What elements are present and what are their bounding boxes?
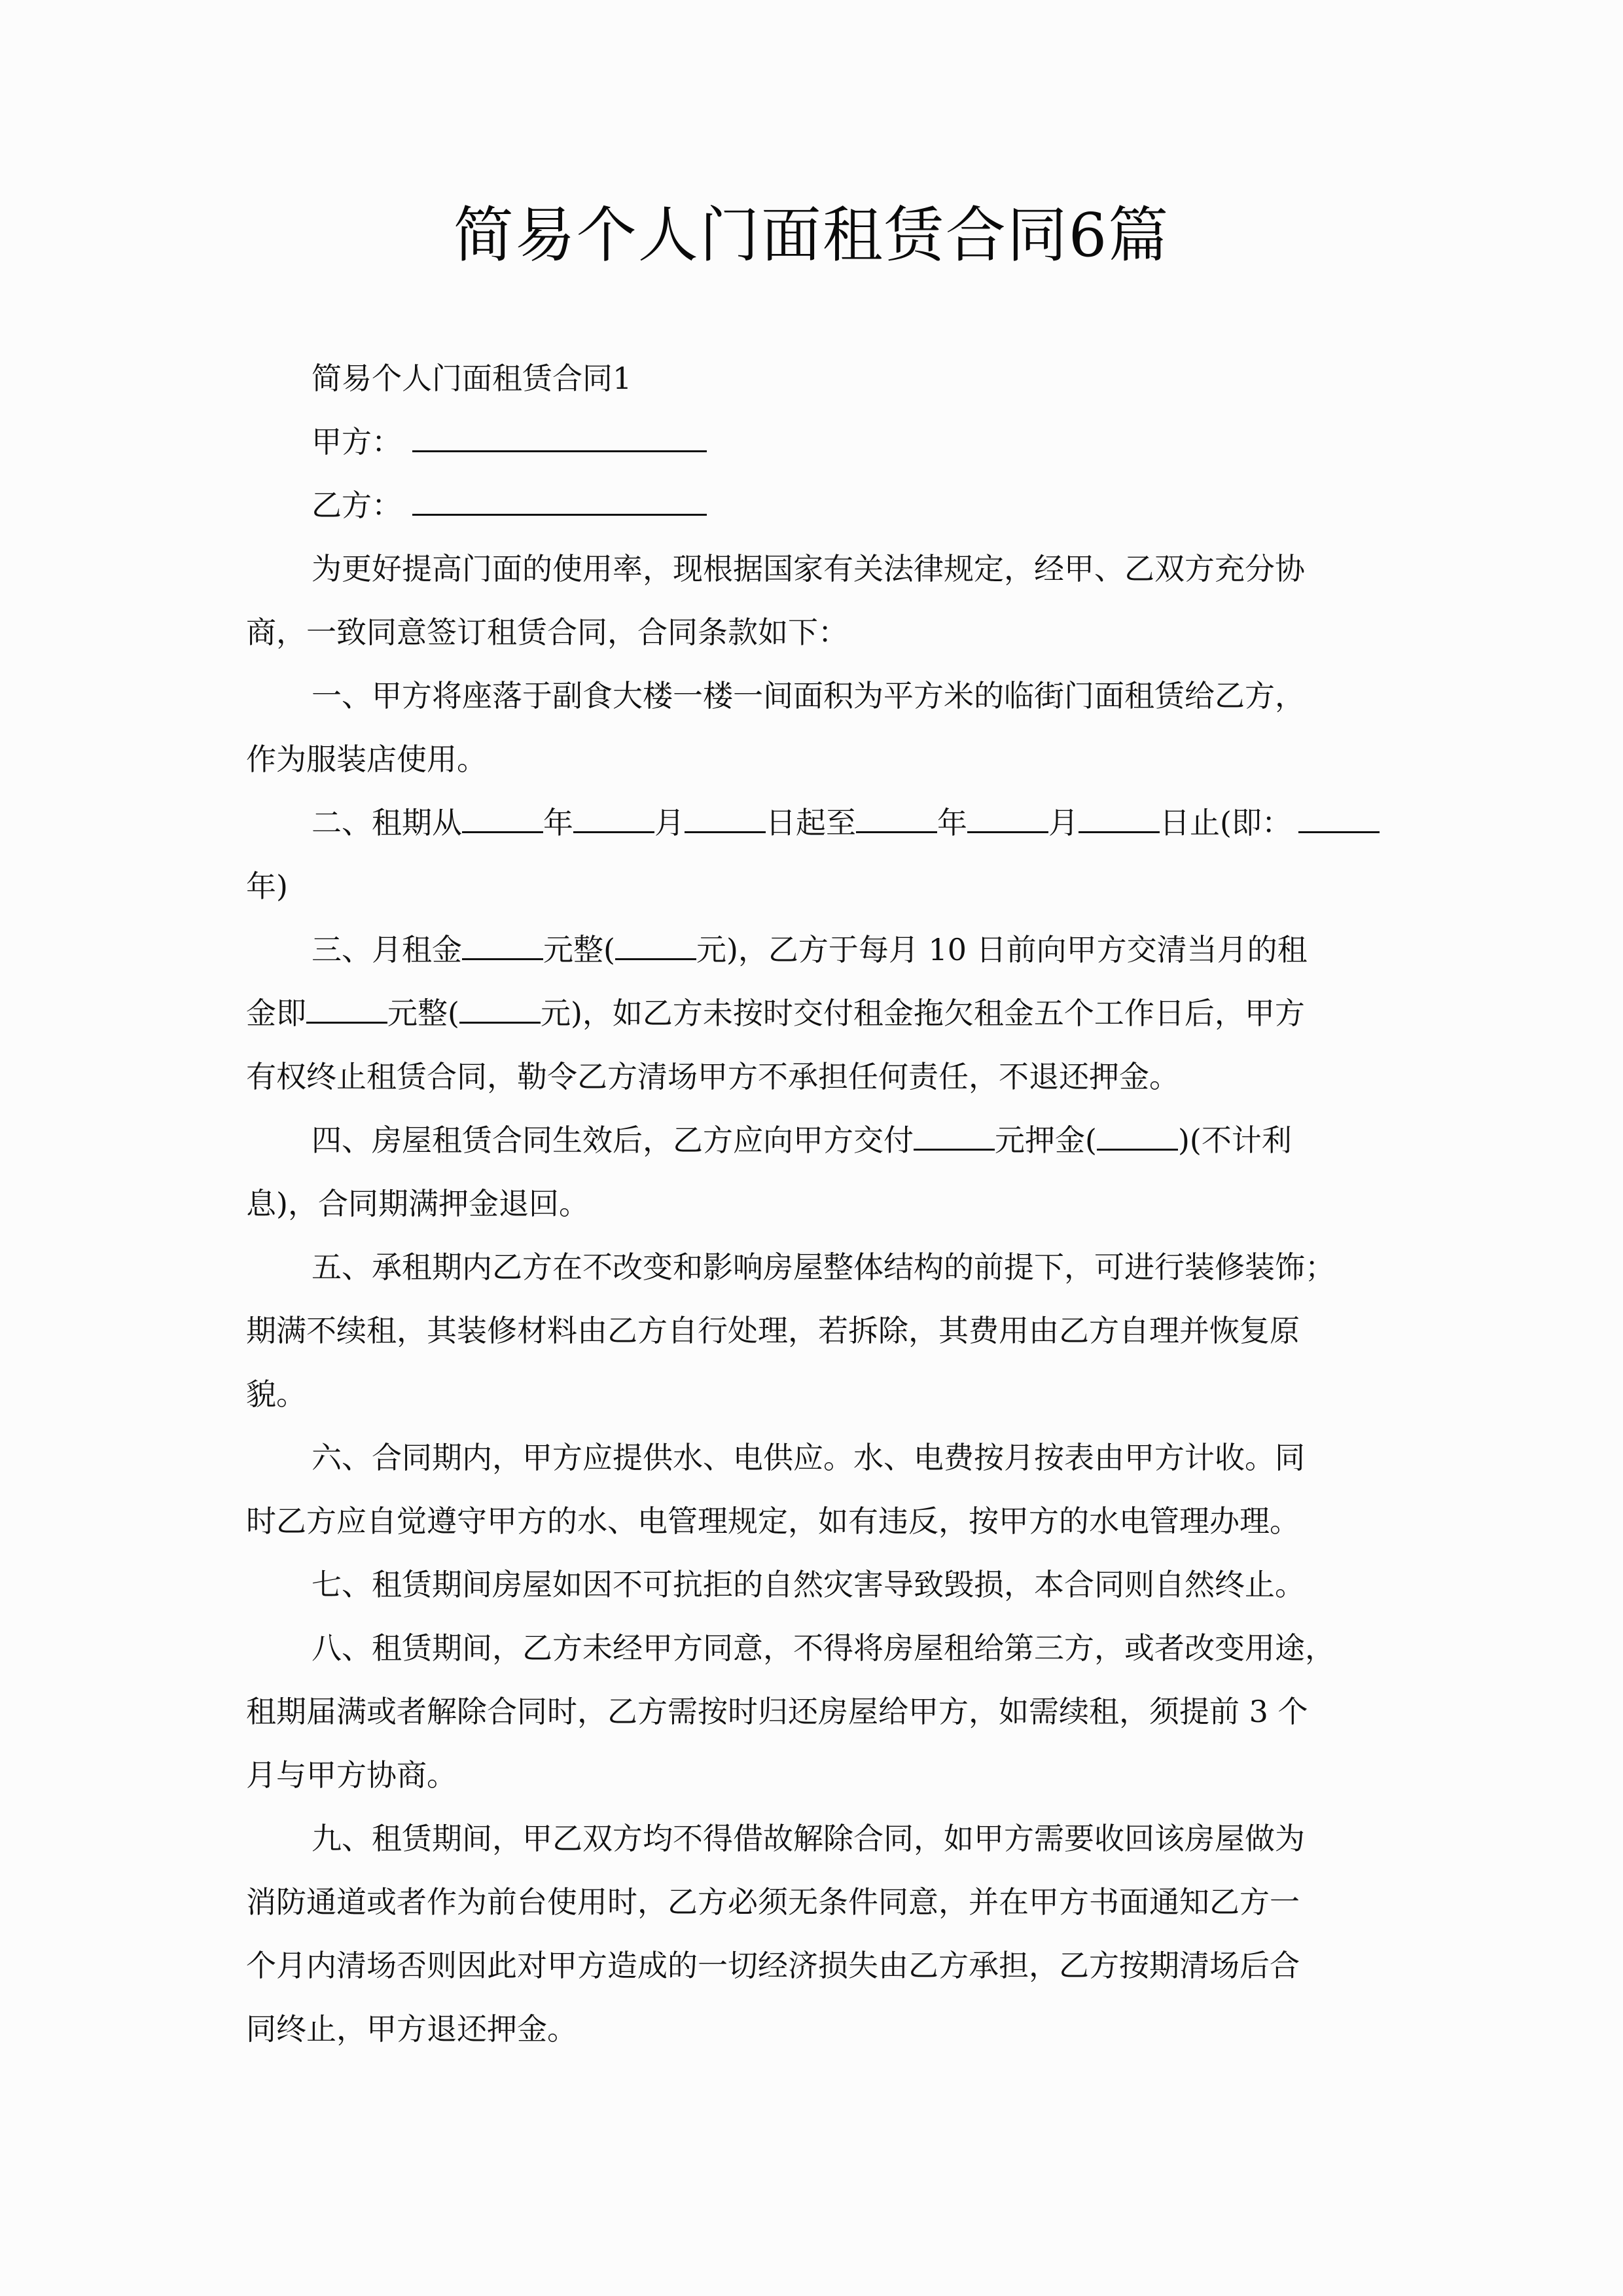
clause-4-line-2: 息)，合同期满押金退回。 bbox=[246, 1186, 589, 1221]
end-month-blank bbox=[967, 805, 1048, 833]
monthly-rent-blank bbox=[462, 932, 543, 960]
clause-3-line-2 bbox=[246, 982, 1378, 1045]
monthly-rent-numeric-blank bbox=[615, 932, 696, 960]
party-b-blank bbox=[412, 488, 707, 516]
clause-3-text: 元整( bbox=[543, 932, 615, 967]
clause-2-text: 年 bbox=[937, 805, 967, 840]
clause-5-line-3: 貌。 bbox=[246, 1376, 306, 1412]
clause-3-line-1 bbox=[246, 918, 1378, 982]
deposit-numeric-blank bbox=[1097, 1122, 1178, 1151]
clause-5-line-2: 期满不续租，其装修材料由乙方自行处理，若拆除，其费用由乙方自理并恢复原 bbox=[246, 1313, 1300, 1348]
clause-9-line-1: 九、租赁期间，甲乙双方均不得借故解除合同，如甲方需要收回该房屋做为 bbox=[312, 1821, 1305, 1856]
clause-4-text: 元押金( bbox=[995, 1122, 1097, 1158]
clause-3-text: 元整( bbox=[387, 996, 459, 1031]
start-day-blank bbox=[685, 805, 766, 833]
deposit-blank bbox=[914, 1122, 995, 1151]
start-month-blank bbox=[573, 805, 654, 833]
intro-line-1: 为更好提高门面的使用率，现根据国家有关法律规定，经甲、乙双方充分协 bbox=[312, 551, 1305, 586]
clause-8-line-1: 八、租赁期间，乙方未经甲方同意，不得将房屋租给第三方，或者改变用途， bbox=[312, 1630, 1335, 1666]
intro-line-2: 商，一致同意签订租赁合同，合同条款如下： bbox=[246, 615, 848, 650]
clause-3-text: 元)，如乙方未按时交付租金拖欠租金五个工作日后，甲方 bbox=[540, 996, 1305, 1031]
clause-2-text: 月 bbox=[654, 805, 685, 840]
clause-1-line-2: 作为服装店使用。 bbox=[246, 742, 487, 777]
start-year-blank bbox=[462, 805, 543, 833]
clause-6-line-1: 六、合同期内，甲方应提供水、电供应。水、电费按月按表由甲方计收。同 bbox=[312, 1440, 1305, 1475]
clause-2-text: 日起至 bbox=[766, 805, 856, 840]
clause-9-line-2: 消防通道或者作为前台使用时，乙方必须无条件同意，并在甲方书面通知乙方一 bbox=[246, 1884, 1300, 1920]
clause-6-line-2: 时乙方应自觉遵守甲方的水、电管理规定，如有违反，按甲方的水电管理办理。 bbox=[246, 1503, 1300, 1539]
clause-3-text: 三、月租金 bbox=[312, 932, 462, 967]
clause-3-line-3: 有权终止租赁合同，勒令乙方清场甲方不承担任何责任，不退还押金。 bbox=[246, 1059, 1179, 1094]
clause-4-text: 四、房屋租赁合同生效后，乙方应向甲方交付 bbox=[312, 1122, 914, 1158]
clause-4-text: )(不计利 bbox=[1177, 1122, 1292, 1158]
document-title: 简易个人门面租赁合同6篇 bbox=[453, 200, 1170, 270]
clause-1-line-1: 一、甲方将座落于副食大楼一楼一间面积为平方米的临街门面租赁给乙方， bbox=[312, 678, 1305, 713]
party-a-label: 甲方： bbox=[312, 424, 402, 459]
clause-9-line-4: 同终止，甲方退还押金。 bbox=[246, 2011, 577, 2047]
party-a-blank bbox=[412, 424, 707, 452]
end-day-blank bbox=[1079, 805, 1160, 833]
contract-subtitle: 简易个人门面租赁合同1 bbox=[312, 361, 632, 396]
clause-2-text: 日止(即： bbox=[1160, 805, 1292, 840]
clause-9-line-3: 个月内清场否则因此对甲方造成的一切经济损失由乙方承担，乙方按期清场后合 bbox=[246, 1948, 1300, 1983]
party-a-line bbox=[246, 410, 1378, 474]
clause-2-line-1 bbox=[246, 791, 1378, 855]
clause-2-text: 月 bbox=[1048, 805, 1079, 840]
clause-4-line-1 bbox=[246, 1109, 1378, 1172]
clause-2-line-2: 年) bbox=[246, 869, 288, 904]
clause-8-line-2: 租期届满或者解除合同时，乙方需按时归还房屋给甲方，如需续租，须提前 3 个 bbox=[246, 1694, 1308, 1729]
clause-8-line-3: 月与甲方协商。 bbox=[246, 1757, 457, 1793]
end-year-blank bbox=[856, 805, 937, 833]
clause-2-text: 二、租期从 bbox=[312, 805, 462, 840]
clause-2-text: 年 bbox=[543, 805, 573, 840]
rent-amount-blank bbox=[306, 996, 387, 1024]
rent-amount-numeric-blank bbox=[459, 996, 541, 1024]
clause-3-text: 金即 bbox=[246, 996, 306, 1031]
clause-3-text: 元)，乙方于每月 10 日前向甲方交清当月的租 bbox=[696, 932, 1308, 967]
clause-5-line-1: 五、承租期内乙方在不改变和影响房屋整体结构的前提下，可进行装修装饰； bbox=[312, 1249, 1335, 1285]
party-b-label: 乙方： bbox=[312, 488, 402, 523]
document-body bbox=[246, 347, 1378, 2061]
party-b-line bbox=[246, 474, 1378, 537]
term-years-blank bbox=[1298, 805, 1380, 833]
clause-7-line-1: 七、租赁期间房屋如因不可抗拒的自然灾害导致毁损，本合同则自然终止。 bbox=[312, 1567, 1305, 1602]
